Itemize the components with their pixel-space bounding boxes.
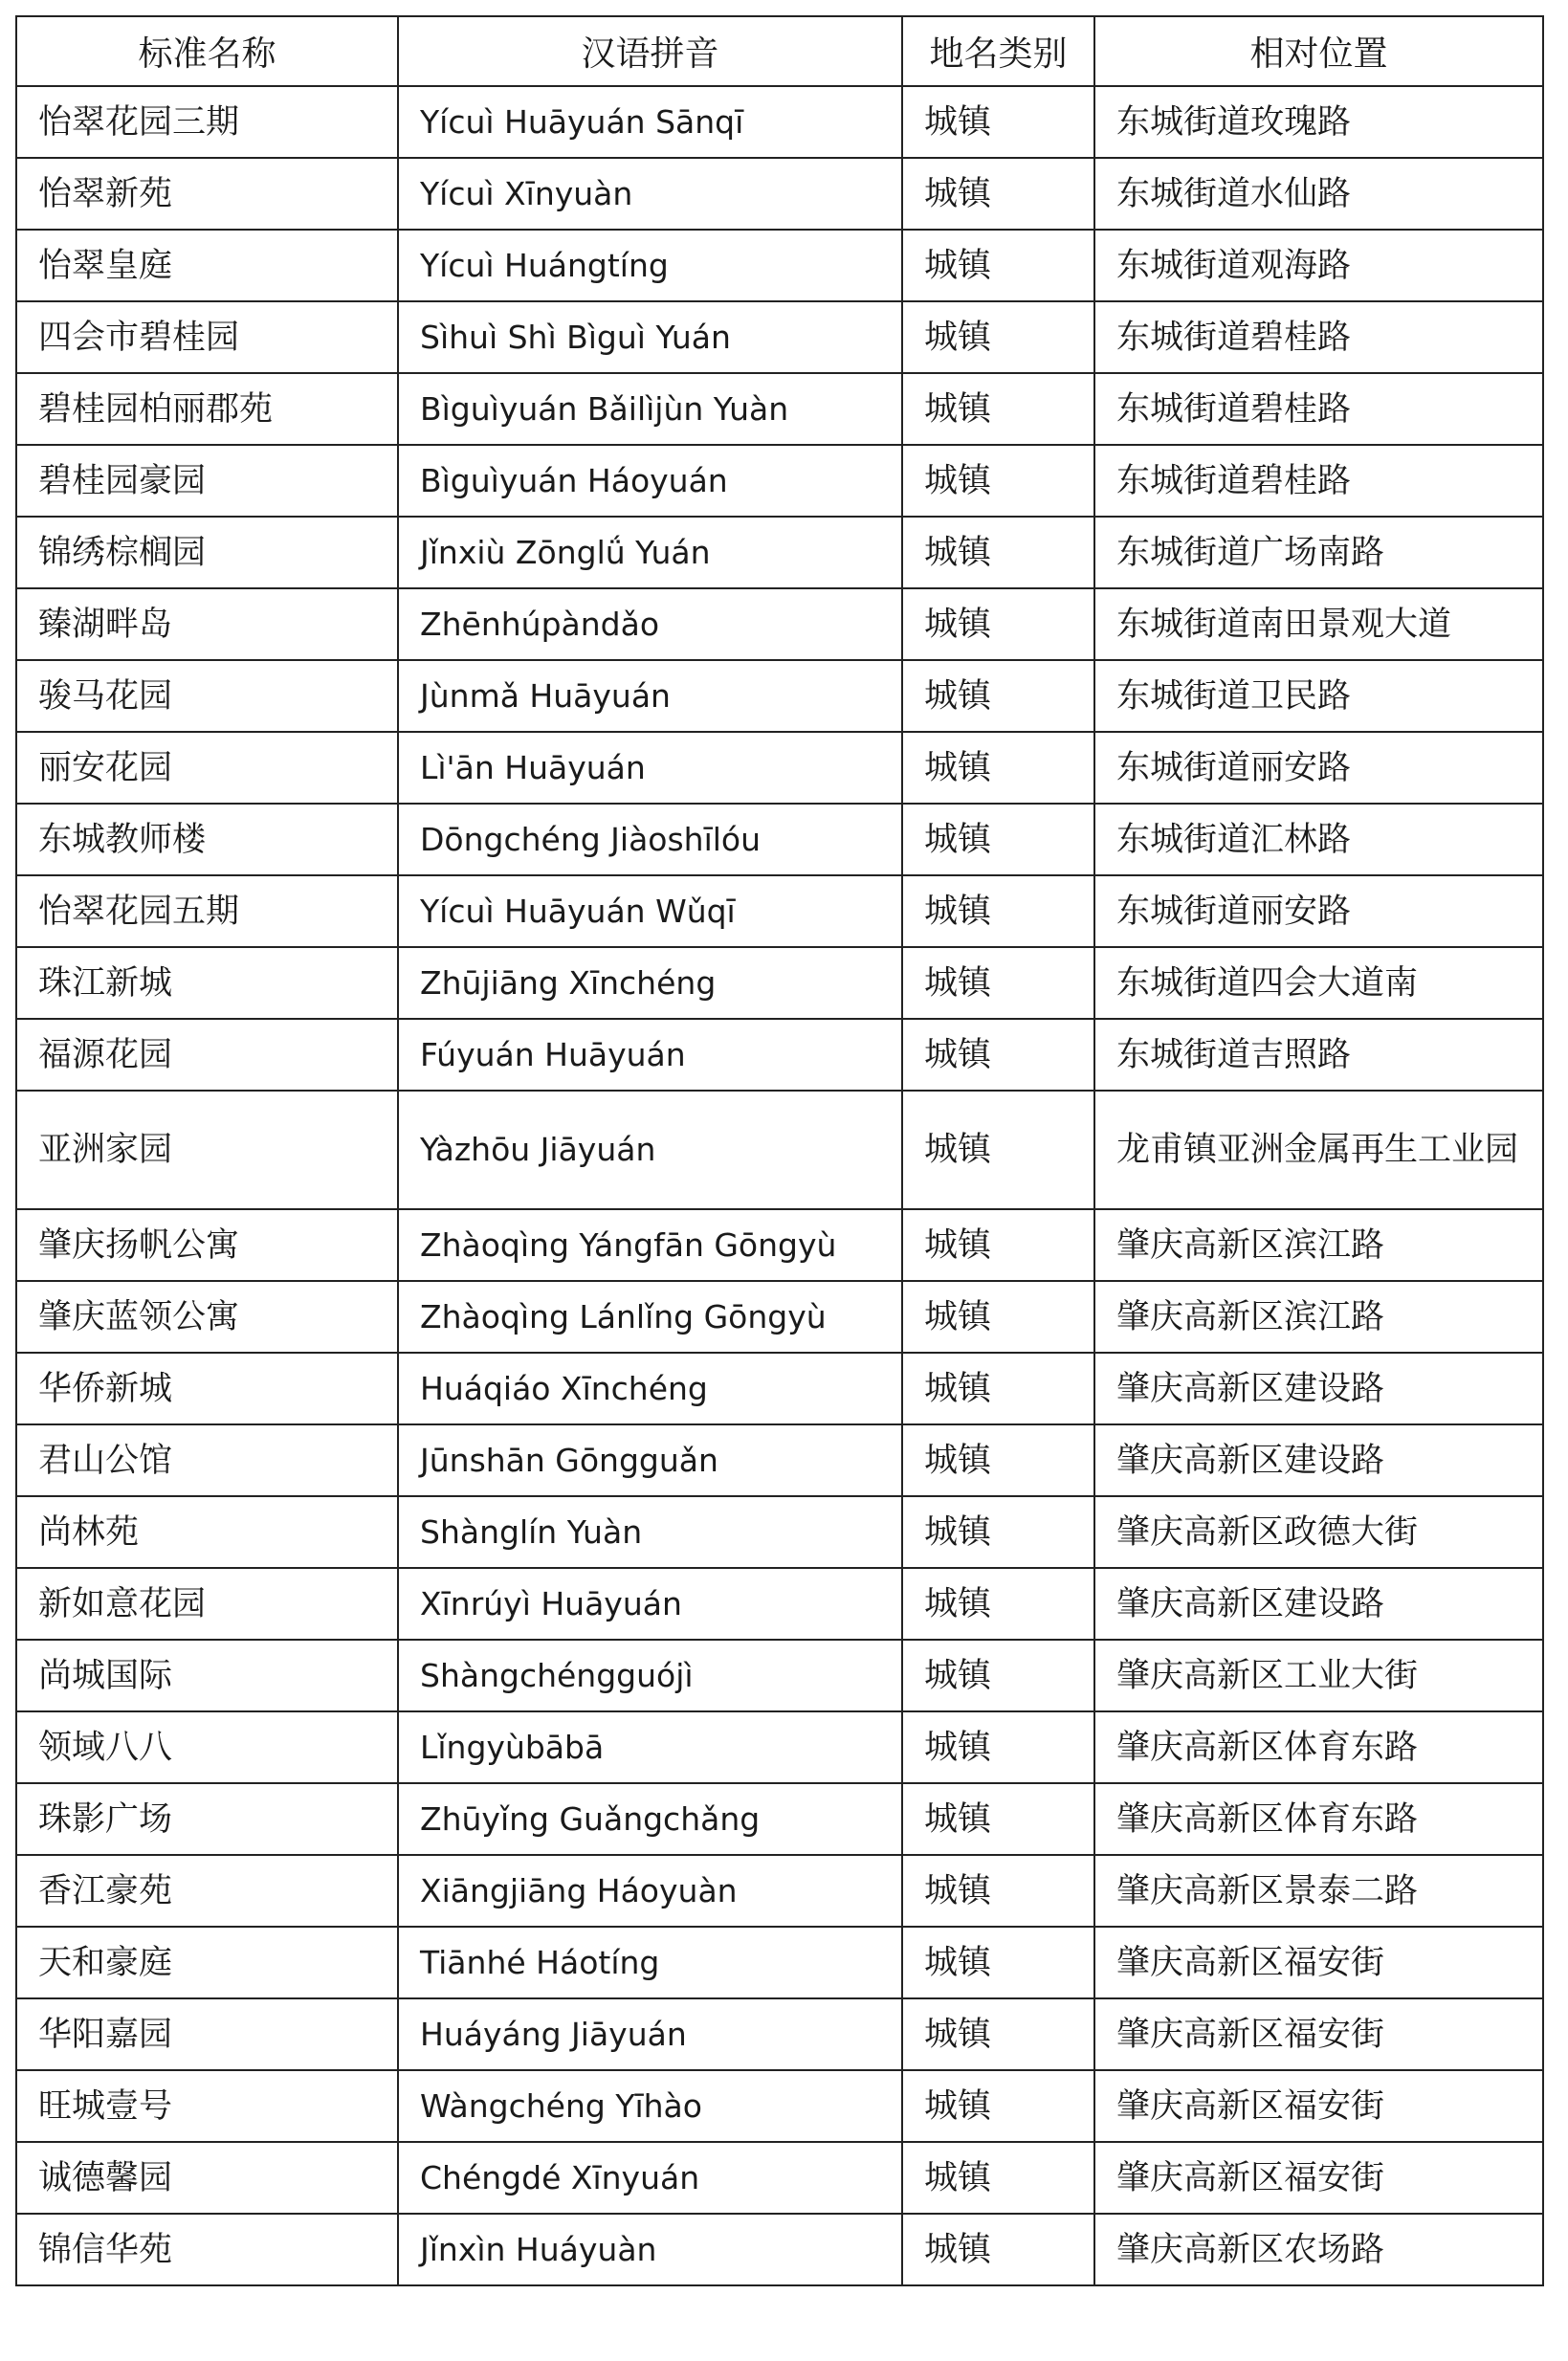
cell-standard-name: 珠影广场	[16, 1783, 398, 1855]
cell-location: 肇庆高新区福安街	[1094, 2070, 1543, 2142]
table-row	[16, 1496, 1543, 1568]
table-row	[16, 732, 1543, 804]
cell-pinyin: Chéngdé Xīnyuán	[398, 2142, 902, 2214]
cell-location: 东城街道玫瑰路	[1094, 86, 1543, 158]
cell-category: 城镇	[902, 445, 1094, 517]
cell-location: 龙甫镇亚洲金属再生工业园	[1094, 1091, 1543, 1209]
cell-category: 城镇	[902, 373, 1094, 445]
cell-pinyin: Zhūjiāng Xīnchéng	[398, 947, 902, 1019]
table-row	[16, 1783, 1543, 1855]
cell-category: 城镇	[902, 86, 1094, 158]
cell-category: 城镇	[902, 2070, 1094, 2142]
table-row	[16, 1019, 1543, 1091]
cell-category: 城镇	[902, 1568, 1094, 1640]
cell-category: 城镇	[902, 1855, 1094, 1927]
cell-location: 东城街道吉照路	[1094, 1019, 1543, 1091]
table-row	[16, 1927, 1543, 1998]
cell-pinyin: Zhūyǐng Guǎngchǎng	[398, 1783, 902, 1855]
cell-pinyin: Jùnmǎ Huāyuán	[398, 660, 902, 732]
cell-location: 肇庆高新区滨江路	[1094, 1281, 1543, 1353]
table-row	[16, 947, 1543, 1019]
cell-location: 肇庆高新区农场路	[1094, 2214, 1543, 2285]
table-row	[16, 158, 1543, 230]
cell-pinyin: Yícuì Xīnyuàn	[398, 158, 902, 230]
cell-category: 城镇	[902, 2214, 1094, 2285]
cell-location: 肇庆高新区政德大街	[1094, 1496, 1543, 1568]
table-row	[16, 1998, 1543, 2070]
cell-location: 东城街道南田景观大道	[1094, 588, 1543, 660]
table-row	[16, 230, 1543, 301]
cell-pinyin: Fúyuán Huāyuán	[398, 1019, 902, 1091]
cell-standard-name: 诚德馨园	[16, 2142, 398, 2214]
cell-standard-name: 碧桂园豪园	[16, 445, 398, 517]
header-location: 相对位置	[1094, 16, 1543, 86]
cell-standard-name: 珠江新城	[16, 947, 398, 1019]
cell-standard-name: 锦信华苑	[16, 2214, 398, 2285]
cell-pinyin: Jǐnxiù Zōnglǘ Yuán	[398, 517, 902, 588]
cell-standard-name: 旺城壹号	[16, 2070, 398, 2142]
cell-pinyin: Yícuì Huāyuán Sānqī	[398, 86, 902, 158]
cell-standard-name: 骏马花园	[16, 660, 398, 732]
cell-standard-name: 香江豪苑	[16, 1855, 398, 1927]
cell-category: 城镇	[902, 158, 1094, 230]
cell-category: 城镇	[902, 1711, 1094, 1783]
cell-category: 城镇	[902, 301, 1094, 373]
cell-location: 东城街道丽安路	[1094, 875, 1543, 947]
cell-pinyin: Yícuì Huāyuán Wǔqī	[398, 875, 902, 947]
table-row	[16, 1091, 1543, 1209]
cell-pinyin: Jǐnxìn Huáyuàn	[398, 2214, 902, 2285]
cell-pinyin: Yícuì Huángtíng	[398, 230, 902, 301]
cell-pinyin: Jūnshān Gōngguǎn	[398, 1424, 902, 1496]
cell-standard-name: 领域八八	[16, 1711, 398, 1783]
cell-location: 东城街道碧桂路	[1094, 445, 1543, 517]
cell-location: 东城街道观海路	[1094, 230, 1543, 301]
cell-location: 肇庆高新区福安街	[1094, 1998, 1543, 2070]
cell-category: 城镇	[902, 517, 1094, 588]
cell-location: 肇庆高新区福安街	[1094, 2142, 1543, 2214]
cell-standard-name: 东城教师楼	[16, 804, 398, 875]
cell-standard-name: 肇庆蓝领公寓	[16, 1281, 398, 1353]
cell-pinyin: Yàzhōu Jiāyuán	[398, 1091, 902, 1209]
cell-category: 城镇	[902, 1640, 1094, 1711]
table-row	[16, 1640, 1543, 1711]
cell-location: 肇庆高新区体育东路	[1094, 1711, 1543, 1783]
cell-standard-name: 怡翠花园三期	[16, 86, 398, 158]
cell-standard-name: 丽安花园	[16, 732, 398, 804]
cell-category: 城镇	[902, 875, 1094, 947]
cell-category: 城镇	[902, 1353, 1094, 1424]
cell-pinyin: Zhàoqìng Lánlǐng Gōngyù	[398, 1281, 902, 1353]
cell-location: 东城街道卫民路	[1094, 660, 1543, 732]
cell-standard-name: 四会市碧桂园	[16, 301, 398, 373]
cell-location: 东城街道水仙路	[1094, 158, 1543, 230]
table-row	[16, 445, 1543, 517]
header-row	[16, 16, 1543, 86]
cell-pinyin: Dōngchéng Jiàoshīlóu	[398, 804, 902, 875]
cell-standard-name: 怡翠皇庭	[16, 230, 398, 301]
cell-pinyin: Xiāngjiāng Háoyuàn	[398, 1855, 902, 1927]
cell-standard-name: 怡翠花园五期	[16, 875, 398, 947]
cell-standard-name: 天和豪庭	[16, 1927, 398, 1998]
cell-location: 东城街道碧桂路	[1094, 373, 1543, 445]
cell-location: 东城街道碧桂路	[1094, 301, 1543, 373]
cell-standard-name: 福源花园	[16, 1019, 398, 1091]
cell-location: 肇庆高新区景泰二路	[1094, 1855, 1543, 1927]
cell-standard-name: 臻湖畔岛	[16, 588, 398, 660]
cell-category: 城镇	[902, 732, 1094, 804]
cell-standard-name: 尚城国际	[16, 1640, 398, 1711]
cell-pinyin: Bìguìyuán Háoyuán	[398, 445, 902, 517]
cell-standard-name: 碧桂园柏丽郡苑	[16, 373, 398, 445]
table-row	[16, 1711, 1543, 1783]
table-row	[16, 301, 1543, 373]
table-row	[16, 517, 1543, 588]
cell-standard-name: 华阳嘉园	[16, 1998, 398, 2070]
cell-location: 肇庆高新区体育东路	[1094, 1783, 1543, 1855]
cell-location: 东城街道汇林路	[1094, 804, 1543, 875]
cell-category: 城镇	[902, 588, 1094, 660]
table-row	[16, 875, 1543, 947]
cell-pinyin: Bìguìyuán Bǎilìjùn Yuàn	[398, 373, 902, 445]
cell-category: 城镇	[902, 1281, 1094, 1353]
cell-pinyin: Lǐngyùbābā	[398, 1711, 902, 1783]
cell-category: 城镇	[902, 1209, 1094, 1281]
cell-location: 东城街道四会大道南	[1094, 947, 1543, 1019]
cell-standard-name: 亚洲家园	[16, 1091, 398, 1209]
cell-pinyin: Shàngchéngguójì	[398, 1640, 902, 1711]
cell-location: 肇庆高新区工业大街	[1094, 1640, 1543, 1711]
cell-category: 城镇	[902, 1424, 1094, 1496]
cell-location: 东城街道丽安路	[1094, 732, 1543, 804]
table-row	[16, 588, 1543, 660]
cell-category: 城镇	[902, 2142, 1094, 2214]
table-row	[16, 1209, 1543, 1281]
cell-category: 城镇	[902, 660, 1094, 732]
cell-category: 城镇	[902, 230, 1094, 301]
header-category: 地名类别	[902, 16, 1094, 86]
table-row	[16, 2214, 1543, 2285]
header-pinyin: 汉语拼音	[398, 16, 902, 86]
table-row	[16, 1353, 1543, 1424]
cell-pinyin: Huáqiáo Xīnchéng	[398, 1353, 902, 1424]
cell-standard-name: 君山公馆	[16, 1424, 398, 1496]
cell-category: 城镇	[902, 1019, 1094, 1091]
cell-pinyin: Zhàoqìng Yángfān Gōngyù	[398, 1209, 902, 1281]
cell-category: 城镇	[902, 1927, 1094, 1998]
cell-pinyin: Huáyáng Jiāyuán	[398, 1998, 902, 2070]
cell-pinyin: Xīnrúyì Huāyuán	[398, 1568, 902, 1640]
cell-location: 肇庆高新区建设路	[1094, 1568, 1543, 1640]
cell-category: 城镇	[902, 947, 1094, 1019]
cell-location: 东城街道广场南路	[1094, 517, 1543, 588]
cell-category: 城镇	[902, 1091, 1094, 1209]
cell-pinyin: Wàngchéng Yīhào	[398, 2070, 902, 2142]
table-row	[16, 86, 1543, 158]
cell-standard-name: 华侨新城	[16, 1353, 398, 1424]
place-name-table	[15, 15, 1544, 2286]
cell-standard-name: 锦绣棕榈园	[16, 517, 398, 588]
cell-location: 肇庆高新区建设路	[1094, 1424, 1543, 1496]
cell-category: 城镇	[902, 804, 1094, 875]
cell-standard-name: 新如意花园	[16, 1568, 398, 1640]
table-row	[16, 2142, 1543, 2214]
cell-standard-name: 肇庆扬帆公寓	[16, 1209, 398, 1281]
cell-location: 肇庆高新区福安街	[1094, 1927, 1543, 1998]
cell-pinyin: Sìhuì Shì Bìguì Yuán	[398, 301, 902, 373]
cell-category: 城镇	[902, 1998, 1094, 2070]
table-row	[16, 1855, 1543, 1927]
cell-pinyin: Zhēnhúpàndǎo	[398, 588, 902, 660]
table-row	[16, 1281, 1543, 1353]
table-row	[16, 373, 1543, 445]
table-row	[16, 660, 1543, 732]
table-row	[16, 1424, 1543, 1496]
cell-pinyin: Shànglín Yuàn	[398, 1496, 902, 1568]
cell-category: 城镇	[902, 1783, 1094, 1855]
cell-category: 城镇	[902, 1496, 1094, 1568]
header-standard-name: 标准名称	[16, 16, 398, 86]
cell-location: 肇庆高新区滨江路	[1094, 1209, 1543, 1281]
cell-standard-name: 怡翠新苑	[16, 158, 398, 230]
cell-standard-name: 尚林苑	[16, 1496, 398, 1568]
cell-pinyin: Lì'ān Huāyuán	[398, 732, 902, 804]
table-row	[16, 804, 1543, 875]
cell-pinyin: Tiānhé Háotíng	[398, 1927, 902, 1998]
table-row	[16, 1568, 1543, 1640]
cell-location: 肇庆高新区建设路	[1094, 1353, 1543, 1424]
table-row	[16, 2070, 1543, 2142]
